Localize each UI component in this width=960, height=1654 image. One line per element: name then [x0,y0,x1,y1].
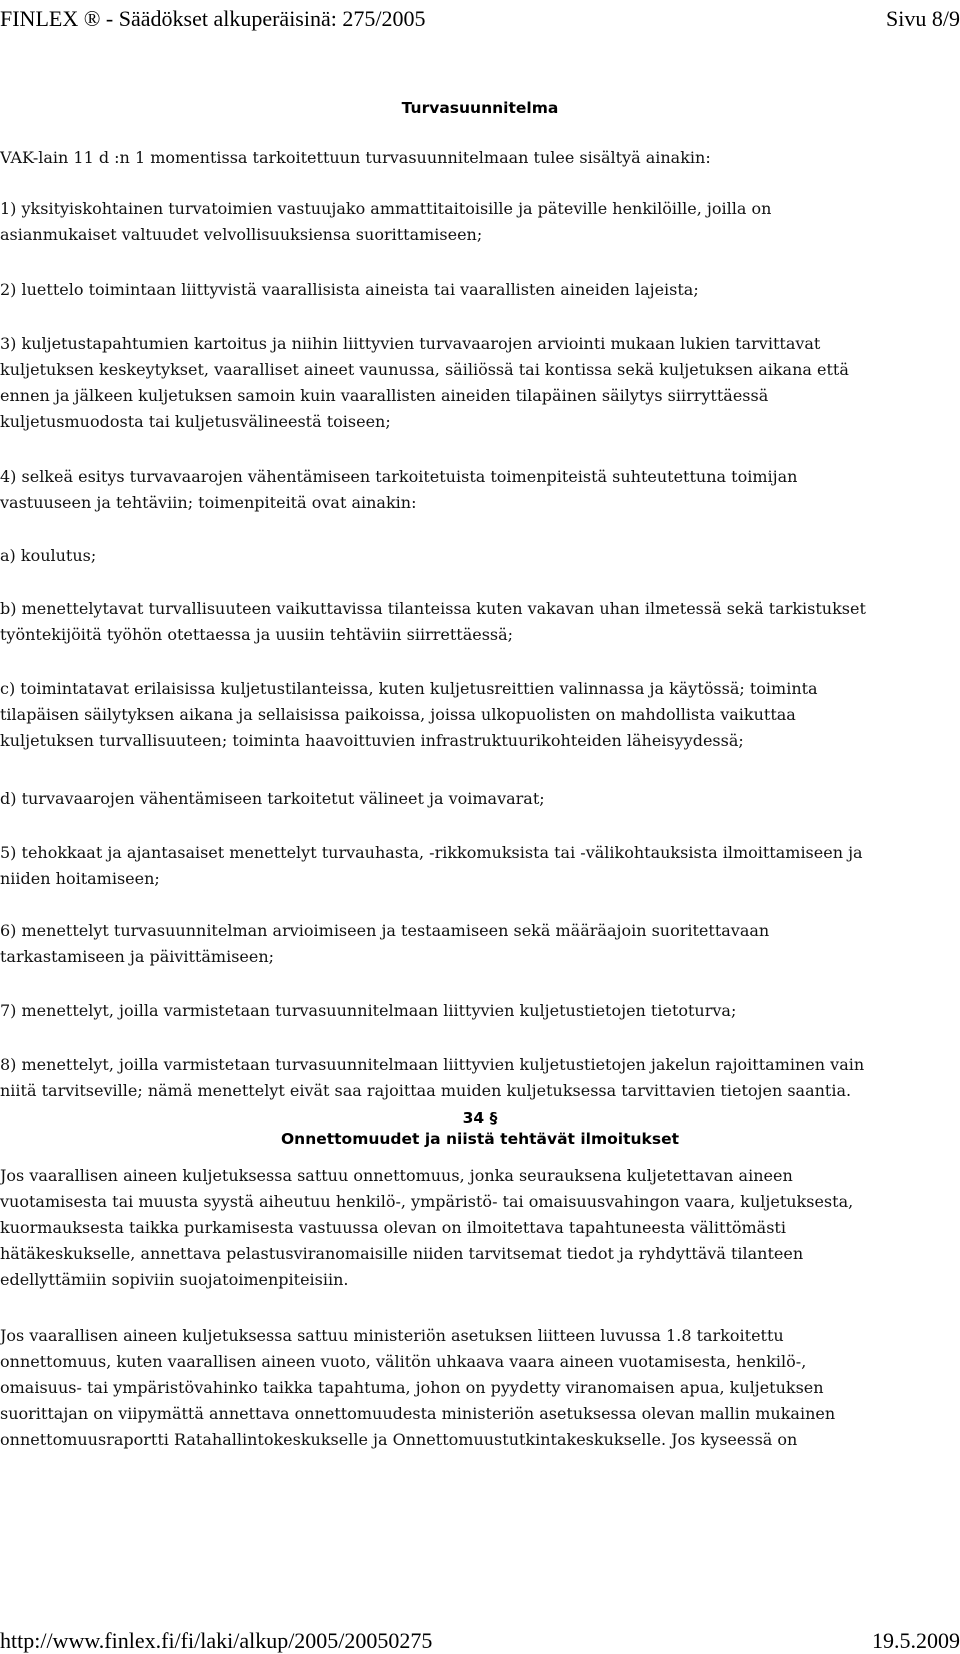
page-footer [0,1628,960,1654]
list-item-line: kuljetusmuodosta tai kuljetusvälineestä toiseen; [0,412,391,431]
list-item-line: 3) kuljetustapahtumien kartoitus ja niihin liittyvien turvavaarojen arviointi mukaan lukien tarvittavat [0,334,821,353]
list-item [0,676,960,754]
list-item [0,331,960,435]
list-item [0,786,960,812]
list-item-line: vastuuseen ja tehtäviin; toimenpiteitä ovat ainakin: [0,493,417,512]
list-item-line: b) menettelytavat turvallisuuteen vaikuttavissa tilanteissa kuten vakavan uhan ilmetessä sekä tarkistukset [0,599,866,618]
list-item [0,840,960,892]
document-source-title: FINLEX ® - Säädökset alkuperäisinä: 275/2005 [0,6,426,31]
list-item-line: 7) menettelyt, joilla varmistetaan turvasuunnitelmaan liittyvien kuljetustietojen tietoturva; [0,1001,737,1020]
section-symbol: § [489,1109,498,1127]
list-item-line: työntekijöitä työhön otettaessa ja uusiin tehtäviin siirrettäessä; [0,625,514,644]
paragraph-line: Jos vaarallisen aineen kuljetuksessa sattuu onnettomuus, jonka seurauksena kuljetettavan aineen [0,1166,793,1185]
list-item [0,464,960,516]
list-item-line: kuljetuksen keskeytykset, vaaralliset aineet vaunussa, säiliössä tai kontissa sekä kuljetuksen aikana että [0,360,849,379]
paragraph [0,1323,960,1453]
list-item-line: 5) tehokkaat ja ajantasaiset menettelyt turvauhasta, -rikkomuksista tai -välikohtauksista ilmoittamiseen ja [0,843,863,862]
list-item [0,196,960,248]
list-item-line: asianmukaiset valtuudet velvollisuuksiensa suorittamiseen; [0,225,483,244]
print-date: 19.5.2009 [872,1628,960,1653]
list-item-line: 1) yksityiskohtainen turvatoimien vastuujako ammattitaitoisille ja päteville henkilöille, joilla on [0,199,772,218]
list-item [0,998,960,1024]
paragraph-line: omaisuus- tai ympäristövahinko taikka tapahtuma, johon on pyydetty viranomaisen apua, kuljetuksen [0,1378,824,1397]
list-item-line: tilapäisen säilytyksen aikana ja sellaisissa paikoissa, joissa ulkopuolisten on mahdollista vaikuttaa [0,705,796,724]
section-number [0,1108,960,1128]
section-intro: VAK-lain 11 d :n 1 momentissa tarkoitettuun turvasuunnitelmaan tulee sisältyä ainakin: [0,148,711,167]
list-item-line: d) turvavaarojen vähentämiseen tarkoitetut välineet ja voimavarat; [0,789,545,808]
paragraph-line: edellyttämiin sopiviin suojatoimenpiteisiin. [0,1270,349,1289]
paragraph [0,1163,960,1293]
list-item-line: ennen ja jälkeen kuljetuksen samoin kuin vaarallisten aineiden tilapäinen säilytys siirryttäessä [0,386,769,405]
paragraph-line: kuormauksesta taikka purkamisesta vastuussa olevan on ilmoitettava tapahtuneesta välittömästi [0,1218,786,1237]
list-item [0,543,960,569]
paragraph-line: onnettomuusraportti Ratahallintokeskukselle ja Onnettomuustutkintakeskukselle. Jos kyseessä on [0,1430,798,1449]
section-heading-onnettomuudet: Onnettomuudet ja niistä tehtävät ilmoitukset [280,1130,679,1148]
page-header [0,4,960,34]
section-number-value: 34 [462,1109,485,1127]
list-item-line: 6) menettelyt turvasuunnitelman arvioimiseen ja testaamiseen sekä määräajoin suoritettavaan [0,921,770,940]
paragraph-line: vuotamisesta tai muusta syystä aiheutuu henkilö-, ympäristö- tai omaisuusvahingon vaara, kuljetuksesta, [0,1192,854,1211]
list-item [0,1052,960,1104]
paragraph-line: Jos vaarallisen aineen kuljetuksessa sattuu ministeriön asetuksen liitteen luvussa 1.8 tarkoitettu [0,1326,784,1345]
list-item-line: niiden hoitamiseen; [0,869,160,888]
paragraph-line: onnettomuus, kuten vaarallisen aineen vuoto, välitön uhkaava vaara aineen vuotamisesta, henkilö-, [0,1352,807,1371]
list-item-line: tarkastamiseen ja päivittämiseen; [0,947,275,966]
page-number: Sivu 8/9 [886,6,960,31]
list-item [0,596,960,648]
list-item-line: 2) luettelo toimintaan liittyvistä vaarallisista aineista tai vaarallisten aineiden lajeista; [0,280,699,299]
list-item-line: 4) selkeä esitys turvavaarojen vähentämiseen tarkoitetuista toimenpiteistä suhteutettuna toimijan [0,467,798,486]
list-item-line: c) toimintatavat erilaisissa kuljetustilanteissa, kuten kuljetusreittien valinnassa ja käytössä; toiminta [0,679,818,698]
section-heading-turvasuunnitelma: Turvasuunnitelma [401,99,559,117]
list-item-line: 8) menettelyt, joilla varmistetaan turvasuunnitelmaan liittyvien kuljetustietojen jakelun rajoittaminen vain [0,1055,865,1074]
paragraph-line: hätäkeskukselle, annettava pelastusviranomaisille niiden tarvitsemat tiedot ja ryhdyttävä tilanteen [0,1244,804,1263]
list-item [0,277,960,303]
list-item [0,918,960,970]
list-item-line: kuljetuksen turvallisuuteen; toiminta haavoittuvien infrastruktuurikohteiden läheisyydessä; [0,731,744,750]
list-item-line: niitä tarvitseville; nämä menettelyt eivät saa rajoittaa muiden kuljetuksessa tarvittavien tietojen saantia. [0,1081,852,1100]
document-url: http://www.finlex.fi/fi/laki/alkup/2005/20050275 [0,1628,433,1653]
list-item-line: a) koulutus; [0,546,97,565]
paragraph-line: suorittajan on viipymättä annettava onnettomuudesta ministeriön asetuksessa olevan mallin mukainen [0,1404,836,1423]
